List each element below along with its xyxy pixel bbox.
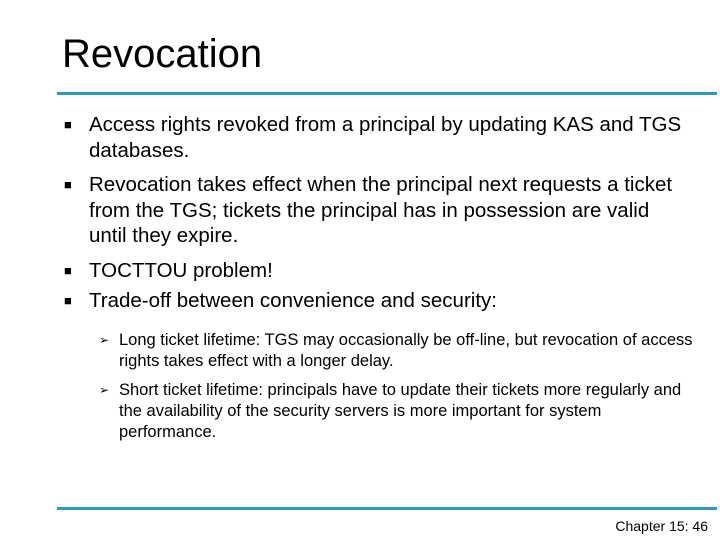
arrow-bullet-icon: ➢ [99,383,110,397]
page-number: Chapter 15: 46 [615,518,708,534]
bullet-square-icon: ■ [64,117,72,132]
bullet-item: Access rights revoked from a principal by updating KAS and TGS databases. [89,113,682,162]
slide-title: Revocation [62,32,263,76]
bullet-item: Revocation takes effect when the principal next requests a ticket from the TGS; tickets the principal has in possession are valid until they expire. [89,173,673,247]
arrow-bullet-icon: ➢ [99,333,110,347]
bullet-item: Trade-off between convenience and security: [89,289,497,312]
bullet-item: TOCTTOU problem! [89,259,273,282]
bullet-square-icon: ■ [64,263,72,278]
sub-bullet-item: Short ticket lifetime: principals have to update their tickets more regularly and the availability of the security servers is more important for system performance. [119,381,682,441]
title-divider [57,92,717,95]
sub-bullet-item: Long ticket lifetime: TGS may occasionally be off-line, but revocation of access rights takes effect with a longer delay. [119,331,693,370]
bullet-square-icon: ■ [64,177,72,192]
bullet-square-icon: ■ [64,293,72,308]
footer-divider [57,507,717,510]
